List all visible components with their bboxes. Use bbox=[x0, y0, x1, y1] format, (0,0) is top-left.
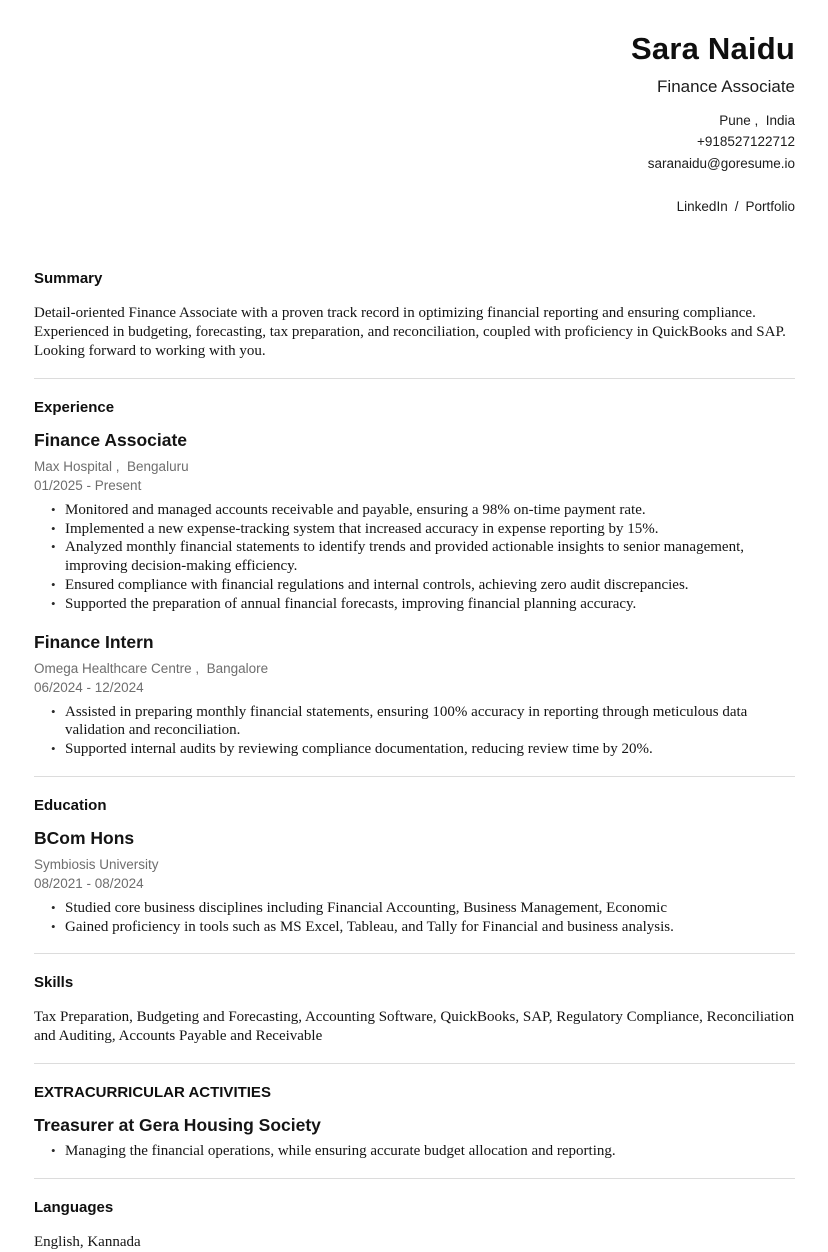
skills-heading: Skills bbox=[34, 974, 74, 992]
section-skills bbox=[34, 974, 795, 1046]
education-entry bbox=[34, 828, 795, 937]
contact-phone: +918527122712 bbox=[697, 134, 795, 150]
section-divider bbox=[34, 378, 795, 379]
job-dates: 06/2024 - 12/2024 bbox=[34, 679, 144, 695]
link-separator: / bbox=[734, 198, 739, 214]
education-dates: 08/2021 - 08/2024 bbox=[34, 875, 144, 891]
bullet-list bbox=[34, 1142, 795, 1161]
bullet-item: • Gained proficiency in tools such as MS Excel, Tableau, and Tally for Financial and business analysis. bbox=[65, 918, 795, 937]
job-entry bbox=[34, 632, 795, 759]
bullet-item: • Managing the financial operations, while ensuring accurate budget allocation and reporting. bbox=[65, 1142, 795, 1161]
bullet-item: • Assisted in preparing monthly financial statements, ensuring 100% accuracy in reporting through meticulous data validation and reconciliation. bbox=[65, 703, 795, 741]
activity-title: Treasurer at Gera Housing Society bbox=[34, 1115, 321, 1136]
job-title: Finance Associate bbox=[34, 429, 188, 450]
languages-heading: Languages bbox=[34, 1199, 114, 1217]
job-organization: Omega Healthcare Centre , Bangalore bbox=[34, 660, 269, 676]
school-name: Symbiosis University bbox=[34, 856, 159, 872]
education-heading: Education bbox=[34, 796, 107, 814]
bullet-item: • Supported internal audits by reviewing compliance documentation, reducing review time by 20%. bbox=[65, 740, 795, 759]
experience-heading: Experience bbox=[34, 398, 115, 416]
bullet-list bbox=[34, 703, 795, 759]
contact-links bbox=[34, 174, 795, 239]
section-experience bbox=[34, 399, 795, 759]
section-divider bbox=[34, 1063, 795, 1064]
contact-block bbox=[34, 110, 795, 239]
portfolio-link[interactable]: Portfolio bbox=[745, 198, 795, 214]
job-organization: Max Hospital , Bengaluru bbox=[34, 458, 189, 474]
contact-location: Pune , India bbox=[719, 112, 795, 128]
linkedin-link[interactable]: LinkedIn bbox=[676, 198, 728, 214]
person-name: Sara Naidu bbox=[631, 31, 795, 66]
extracurricular-heading: EXTRACURRICULAR ACTIVITIES bbox=[34, 1084, 271, 1102]
bullet-item: • Studied core business disciplines including Financial Accounting, Business Management, Economic bbox=[65, 899, 795, 918]
resume-header bbox=[34, 32, 795, 239]
section-education bbox=[34, 797, 795, 937]
section-divider bbox=[34, 776, 795, 777]
activity-entry bbox=[34, 1115, 795, 1161]
summary-heading: Summary bbox=[34, 269, 103, 287]
job-title: Finance Intern bbox=[34, 631, 154, 652]
section-divider bbox=[34, 1178, 795, 1179]
skills-text: Tax Preparation, Budgeting and Forecasting, Accounting Software, QuickBooks, SAP, Regulatory Compliance, Reconciliation and Auditing, Accounts Payable and Receivable bbox=[34, 1009, 795, 1045]
languages-text: English, Kannada bbox=[34, 1234, 141, 1251]
bullet-item: • Ensured compliance with financial regulations and internal controls, achieving zero audit discrepancies. bbox=[65, 576, 795, 595]
bullet-item: • Supported the preparation of annual financial forecasts, improving financial planning accuracy. bbox=[65, 595, 795, 614]
section-summary bbox=[34, 270, 795, 361]
person-title: Finance Associate bbox=[657, 76, 795, 96]
bullet-item: • Monitored and managed accounts receivable and payable, ensuring a 98% on-time payment rate. bbox=[65, 501, 795, 520]
bullet-list bbox=[34, 501, 795, 614]
section-extracurricular bbox=[34, 1084, 795, 1161]
bullet-item: • Implemented a new expense-tracking system that increased accuracy in expense reporting by 15%. bbox=[65, 520, 795, 539]
section-languages bbox=[34, 1199, 795, 1252]
contact-email: saranaidu@goresume.io bbox=[647, 155, 795, 171]
degree-title: BCom Hons bbox=[34, 827, 135, 848]
bullet-list bbox=[34, 899, 795, 937]
job-dates: 01/2025 - Present bbox=[34, 477, 142, 493]
section-divider bbox=[34, 953, 795, 954]
bullet-item: • Analyzed monthly financial statements to identify trends and provided actionable insights to senior management, improving decision-making efficiency. bbox=[65, 538, 795, 576]
summary-text: Detail-oriented Finance Associate with a proven track record in optimizing financial reporting and ensuring compliance. Experienced in budgeting, forecasting, tax preparation, and reconciliation, coupled with proficiency in QuickBooks and SAP. Looking forward to working with you. bbox=[34, 304, 786, 359]
job-entry bbox=[34, 430, 795, 614]
